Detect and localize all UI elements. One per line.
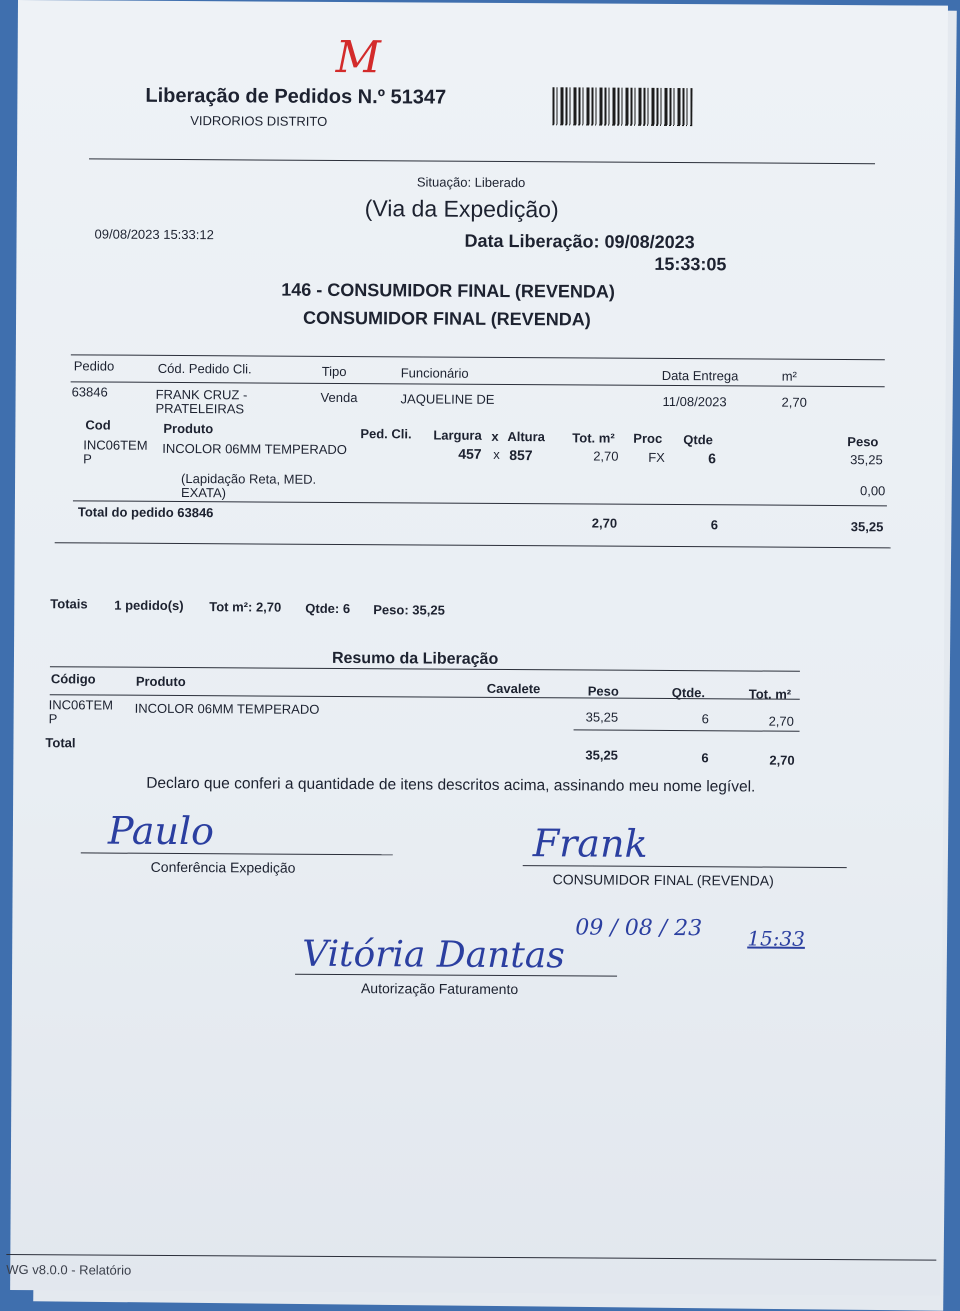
company-name: VIDRORIOS DISTRITO (190, 113, 328, 129)
summary-title: Resumo da Liberação (331, 649, 499, 668)
order-client-code: FRANK CRUZ - (155, 386, 248, 403)
item-weight: 35,25 (850, 452, 883, 468)
handwritten-time: 15:33 (747, 926, 805, 951)
col-x: x (491, 428, 499, 444)
order-type: Venda (320, 389, 358, 406)
item-x: x (493, 446, 500, 462)
order-client-code: PRATELEIRAS (155, 400, 245, 417)
totals-label: Totais (50, 596, 88, 612)
divider (71, 354, 885, 360)
summary-col-codigo: Código (50, 671, 96, 687)
divider (55, 542, 891, 548)
release-date: Data Liberação: 09/08/2023 (464, 230, 695, 253)
col-tot-m2: Tot. m² (572, 430, 615, 446)
signature-line (295, 974, 617, 977)
printed-timestamp: 09/08/2023 15:33:12 (94, 226, 214, 243)
item-code: INC06TEM (83, 437, 148, 453)
handwritten-date: 09 / 08 / 23 (575, 915, 703, 942)
col-largura: Largura (433, 427, 482, 443)
item-width: 457 (458, 445, 482, 462)
summary-code: INC06TEM (48, 697, 114, 713)
totals-weight: Peso: 35,25 (373, 602, 445, 618)
item-tot-m2: 2,70 (593, 448, 619, 464)
col-peso: Peso (847, 434, 879, 450)
release-time: 15:33:05 (654, 253, 727, 275)
document-page (6, 0, 948, 1296)
footer-version: WG v8.0.0 - Relatório (6, 1261, 132, 1278)
col-funcionario: Funcionário (400, 365, 469, 381)
order-total-qty: 6 (710, 517, 719, 533)
customer-line-1: 146 - CONSUMIDOR FINAL (REVENDA) (281, 279, 615, 302)
document-title: Liberação de Pedidos N.º 51347 (145, 84, 447, 109)
signature-line (523, 865, 847, 868)
summary-total-label: Total (45, 735, 76, 751)
handwritten-mark: M (335, 31, 381, 84)
col-tipo: Tipo (321, 363, 347, 380)
col-proc: Proc (633, 430, 663, 446)
totals-m2: Tot m²: 2,70 (209, 599, 282, 615)
item-product: INCOLOR 06MM TEMPERADO (162, 440, 347, 458)
col-cod-pedido-cli: Cód. Pedido Cli. (157, 360, 252, 377)
copy-label: (Via da Expedição) (364, 195, 559, 223)
order-total-m2: 2,70 (591, 515, 618, 531)
signature-autorizacao: Vitória Dantas (302, 933, 565, 977)
order-number: 63846 (71, 384, 108, 400)
summary-col-qtde: Qtde. (671, 685, 706, 701)
item-obs: (Lapidação Reta, MED. (181, 471, 317, 487)
summary-qty: 6 (701, 711, 709, 727)
order-employee: JAQUELINE DE (400, 391, 495, 407)
summary-total-weight: 35,25 (585, 747, 618, 763)
col-m2: m² (781, 368, 797, 384)
col-produto: Produto (163, 420, 214, 437)
summary-product: INCOLOR 06MM TEMPERADO (134, 700, 320, 717)
totals-qty: Qtde: 6 (305, 600, 351, 617)
divider (89, 158, 875, 164)
item-qty: 6 (708, 450, 717, 467)
item-height: 857 (509, 447, 533, 464)
status-text: Situação: Liberado (416, 174, 526, 191)
declaration-text: Declaro que conferi a quantidade de itens descritos acima, assinando meu nome legível. (146, 774, 756, 796)
summary-col-tot-m2: Tot. m² (748, 686, 792, 702)
col-qtde: Qtde (683, 432, 713, 448)
order-total-weight: 35,25 (850, 519, 884, 535)
item-obs-weight: 0,00 (859, 483, 886, 499)
summary-col-produto: Produto (135, 673, 186, 690)
summary-code: P (48, 711, 58, 727)
order-total-label: Total do pedido 63846 (77, 504, 214, 521)
totals-orders: 1 pedido(s) (114, 597, 184, 614)
summary-total-tot-m2: 2,70 (769, 752, 795, 768)
divider (574, 729, 800, 731)
item-proc: FX (648, 449, 665, 465)
summary-weight: 35,25 (585, 709, 619, 725)
signature-cliente: Frank (532, 821, 648, 866)
item-code: P (83, 451, 92, 467)
order-delivery-date: 11/08/2023 (662, 393, 727, 410)
footer-divider (6, 1254, 936, 1261)
order-m2: 2,70 (781, 394, 807, 410)
col-ped-cli: Ped. Cli. (360, 426, 412, 442)
summary-col-peso: Peso (587, 683, 619, 699)
summary-tot-m2: 2,70 (768, 713, 794, 729)
col-pedido: Pedido (73, 358, 115, 374)
col-altura: Altura (507, 428, 545, 445)
signature-cliente-label: CONSUMIDOR FINAL (REVENDA) (552, 871, 774, 889)
item-obs: EXATA) (180, 485, 227, 501)
barcode (552, 87, 692, 126)
customer-line-2: CONSUMIDOR FINAL (REVENDA) (303, 307, 591, 330)
col-data-entrega: Data Entrega (661, 367, 739, 384)
signature-conferencia: Paulo (107, 808, 215, 854)
signature-conferencia-label: Conferência Expedição (150, 858, 296, 876)
summary-col-cavalete: Cavalete (486, 680, 541, 697)
signature-line (81, 852, 393, 855)
summary-total-qty: 6 (701, 750, 709, 766)
signature-autorizacao-label: Autorização Faturamento (360, 980, 519, 998)
col-cod: Cod (85, 417, 111, 433)
